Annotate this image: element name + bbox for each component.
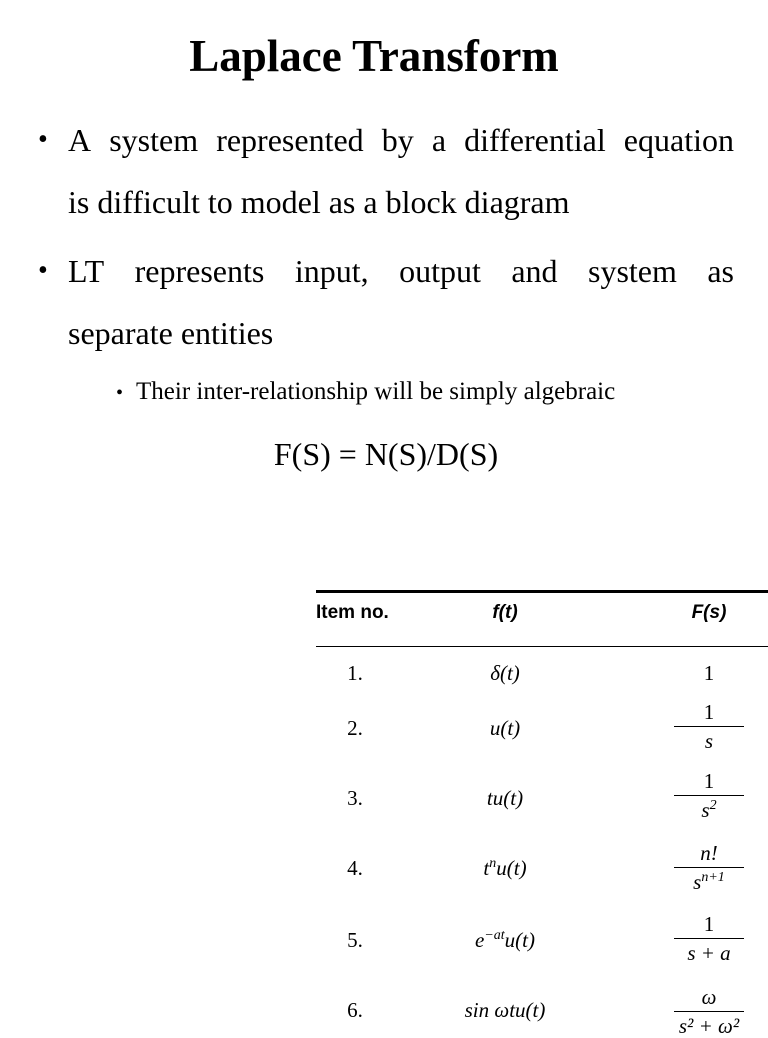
bullet-marker: • — [38, 124, 48, 155]
bullet-1-line-2: is difficult to model as a block diagram — [68, 184, 570, 220]
sub-bullet-text: Their inter-relationship will be simply algebraic — [136, 378, 616, 405]
table-row-6-fs: ω s² + ω² — [670, 985, 748, 1038]
bullet-2-line-2: separate entities — [68, 315, 274, 351]
column-header-ft: f(t) — [492, 602, 518, 623]
table-row-3-fs: 1 $s^2$ — [670, 769, 748, 822]
table-row-2-ft: u(t) — [489, 716, 521, 740]
table-row-5-fs: 1 s + a — [670, 912, 748, 965]
bullet-1-line-1: A system represented by a differential equation — [68, 122, 734, 158]
table-row-2-fs: 1 s — [670, 700, 748, 753]
table-row-3-ft: tu(t) — [486, 786, 524, 810]
table-row-1-fs: 1 — [703, 661, 715, 685]
table-row-5-item: 5. — [347, 928, 363, 952]
transfer-function-formula: F(S) = N(S)/D(S) — [273, 436, 499, 472]
table-header-rule — [316, 646, 768, 647]
table-row-4-ft: $t^nu(t)$ — [483, 856, 527, 880]
bullet-2-line-1: LT represents input, output and system as — [68, 253, 734, 289]
table-row-3-item: 3. — [347, 786, 363, 810]
table-row-2-item: 2. — [347, 716, 363, 740]
table-row-6-ft: sin ωtu(t) — [464, 998, 546, 1022]
table-row-1-ft: δ(t) — [490, 661, 520, 685]
bullet-marker: • — [38, 255, 48, 286]
table-row-1-item: 1. — [347, 661, 363, 685]
table-row-4-item: 4. — [347, 856, 363, 880]
table-row-5-ft: $e^{-at}u(t)$ — [475, 928, 535, 952]
table-row-6-item: 6. — [347, 998, 363, 1022]
table-top-rule — [316, 590, 768, 593]
column-header-fs: F(s) — [691, 602, 727, 623]
sub-bullet-marker: • — [116, 382, 124, 404]
table-row-4-fs: n! $s^{n+1}$ — [670, 841, 748, 894]
column-header-item-no: Item no. — [316, 602, 389, 623]
slide-title: Laplace Transform — [189, 31, 559, 81]
